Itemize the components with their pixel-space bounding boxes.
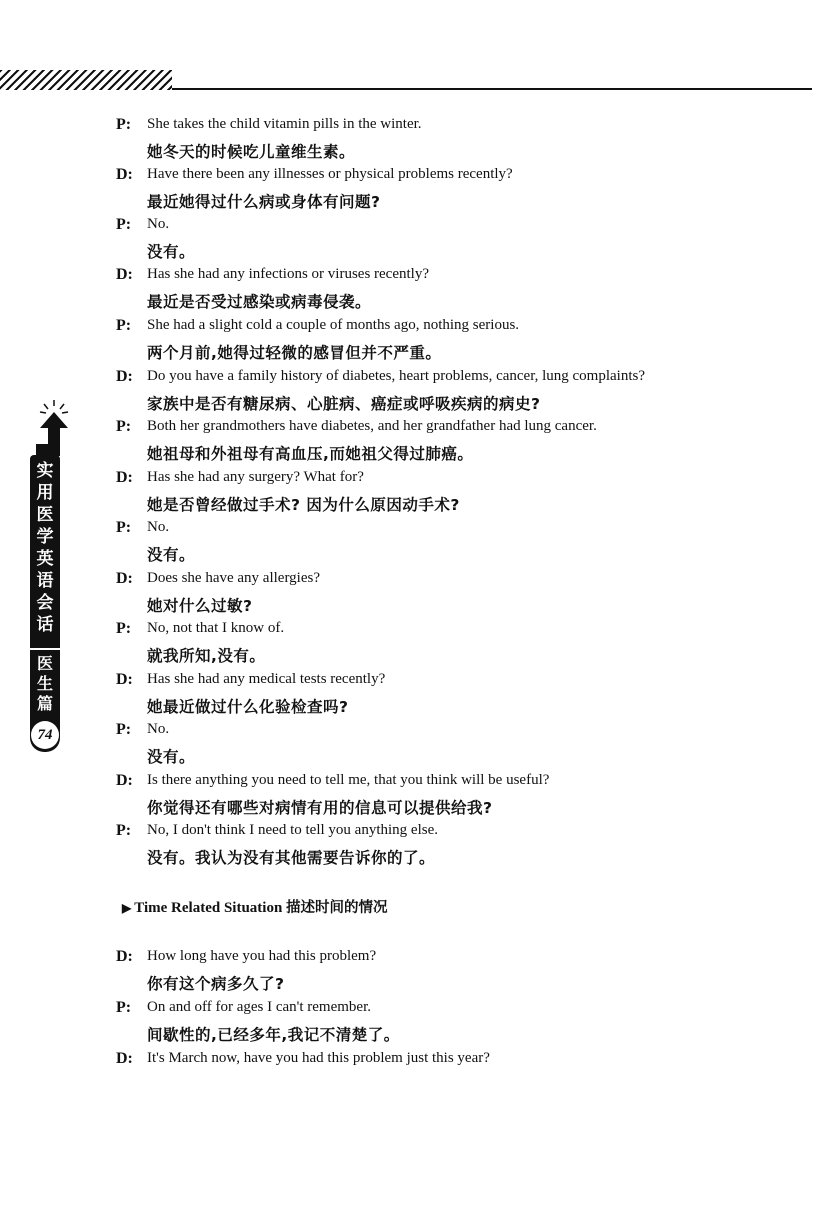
speaker-label: P: xyxy=(116,519,132,536)
chinese-text: 她祖母和外祖母有高血压,而她祖父得过肺癌。 xyxy=(147,445,474,463)
english-text: Is there anything you need to tell me, that you think will be useful? xyxy=(147,772,550,788)
english-text: It's March now, have you had this problem just this year? xyxy=(147,1050,490,1066)
chinese-text: 你觉得还有哪些对病情有用的信息可以提供给我? xyxy=(147,799,493,817)
english-text: Does she have any allergies? xyxy=(147,570,320,586)
english-text: No, I don't think I need to tell you anything else. xyxy=(147,822,438,838)
english-text: Has she had any infections or viruses recently? xyxy=(147,266,429,282)
speaker-label: D: xyxy=(116,166,133,183)
speaker-label: P: xyxy=(116,999,132,1016)
chinese-text: 没有。我认为没有其他需要告诉你的了。 xyxy=(147,849,436,867)
chinese-text: 最近她得过什么病或身体有问题? xyxy=(147,193,381,211)
speaker-label: P: xyxy=(116,620,132,637)
speaker-label: D: xyxy=(116,948,133,965)
english-text: She takes the child vitamin pills in the winter. xyxy=(147,116,422,132)
chinese-text: 没有。 xyxy=(147,546,196,564)
speaker-label: D: xyxy=(116,1050,133,1067)
chinese-text: 两个月前,她得过轻微的感冒但并不严重。 xyxy=(147,344,442,362)
speaker-label: P: xyxy=(116,418,132,435)
page-number: 74 xyxy=(31,721,59,749)
speaker-label: P: xyxy=(116,116,132,133)
chinese-text: 就我所知,没有。 xyxy=(147,647,266,665)
speaker-label: D: xyxy=(116,772,133,789)
chinese-text: 家族中是否有糖尿病、心脏病、癌症或呼吸疾病的病史? xyxy=(147,395,541,413)
chinese-text: 没有。 xyxy=(147,748,196,766)
english-text: No. xyxy=(147,721,170,737)
english-text: No. xyxy=(147,519,170,535)
english-text: Has she had any medical tests recently? xyxy=(147,671,386,687)
chinese-text: 她冬天的时候吃儿童维生素。 xyxy=(147,143,356,161)
english-text: She had a slight cold a couple of months ago, nothing serious. xyxy=(147,317,520,333)
english-text: No, not that I know of. xyxy=(147,620,285,636)
chinese-text: 间歇性的,已经多年,我记不清楚了。 xyxy=(147,1026,400,1044)
english-text: Do you have a family history of diabetes, heart problems, cancer, lung complaints? xyxy=(147,368,645,384)
header-hatch-decoration xyxy=(0,70,172,90)
english-text: Has she had any surgery? What for? xyxy=(147,469,364,485)
chinese-text: 最近是否受过感染或病毒侵袭。 xyxy=(147,293,372,311)
speaker-label: P: xyxy=(116,822,132,839)
speaker-label: P: xyxy=(116,317,132,334)
speaker-label: P: xyxy=(116,216,132,233)
speaker-label: P: xyxy=(116,721,132,738)
book-title: 实用医学英语会话 xyxy=(36,461,54,635)
section-title-zh: 描述时间的情况 xyxy=(286,900,388,916)
chinese-text: 她最近做过什么化验检查吗? xyxy=(147,698,349,716)
speaker-label: D: xyxy=(116,266,133,283)
english-text: Both her grandmothers have diabetes, and her grandfather had lung cancer. xyxy=(147,418,597,434)
section-title-en: Time Related Situation xyxy=(134,900,283,916)
english-text: No. xyxy=(147,216,170,232)
chinese-text: 她是否曾经做过手术? 因为什么原因动手术? xyxy=(147,496,460,514)
chinese-text: 你有这个病多久了? xyxy=(147,975,285,993)
english-text: Have there been any illnesses or physical problems recently? xyxy=(147,166,513,182)
book-subtitle: 医生篇 xyxy=(30,648,60,714)
section-heading xyxy=(122,896,388,917)
speaker-label: D: xyxy=(116,469,133,486)
chinese-text: 没有。 xyxy=(147,243,196,261)
chinese-text: 她对什么过敏? xyxy=(147,597,253,615)
english-text: How long have you had this problem? xyxy=(147,948,377,964)
arrow-icon xyxy=(32,398,72,456)
english-text: On and off for ages I can't remember. xyxy=(147,999,372,1015)
speaker-label: D: xyxy=(116,368,133,385)
speaker-label: D: xyxy=(116,570,133,587)
speaker-label: D: xyxy=(116,671,133,688)
header-rule xyxy=(172,88,812,90)
triangle-bullet-icon: ▶ xyxy=(122,901,132,915)
